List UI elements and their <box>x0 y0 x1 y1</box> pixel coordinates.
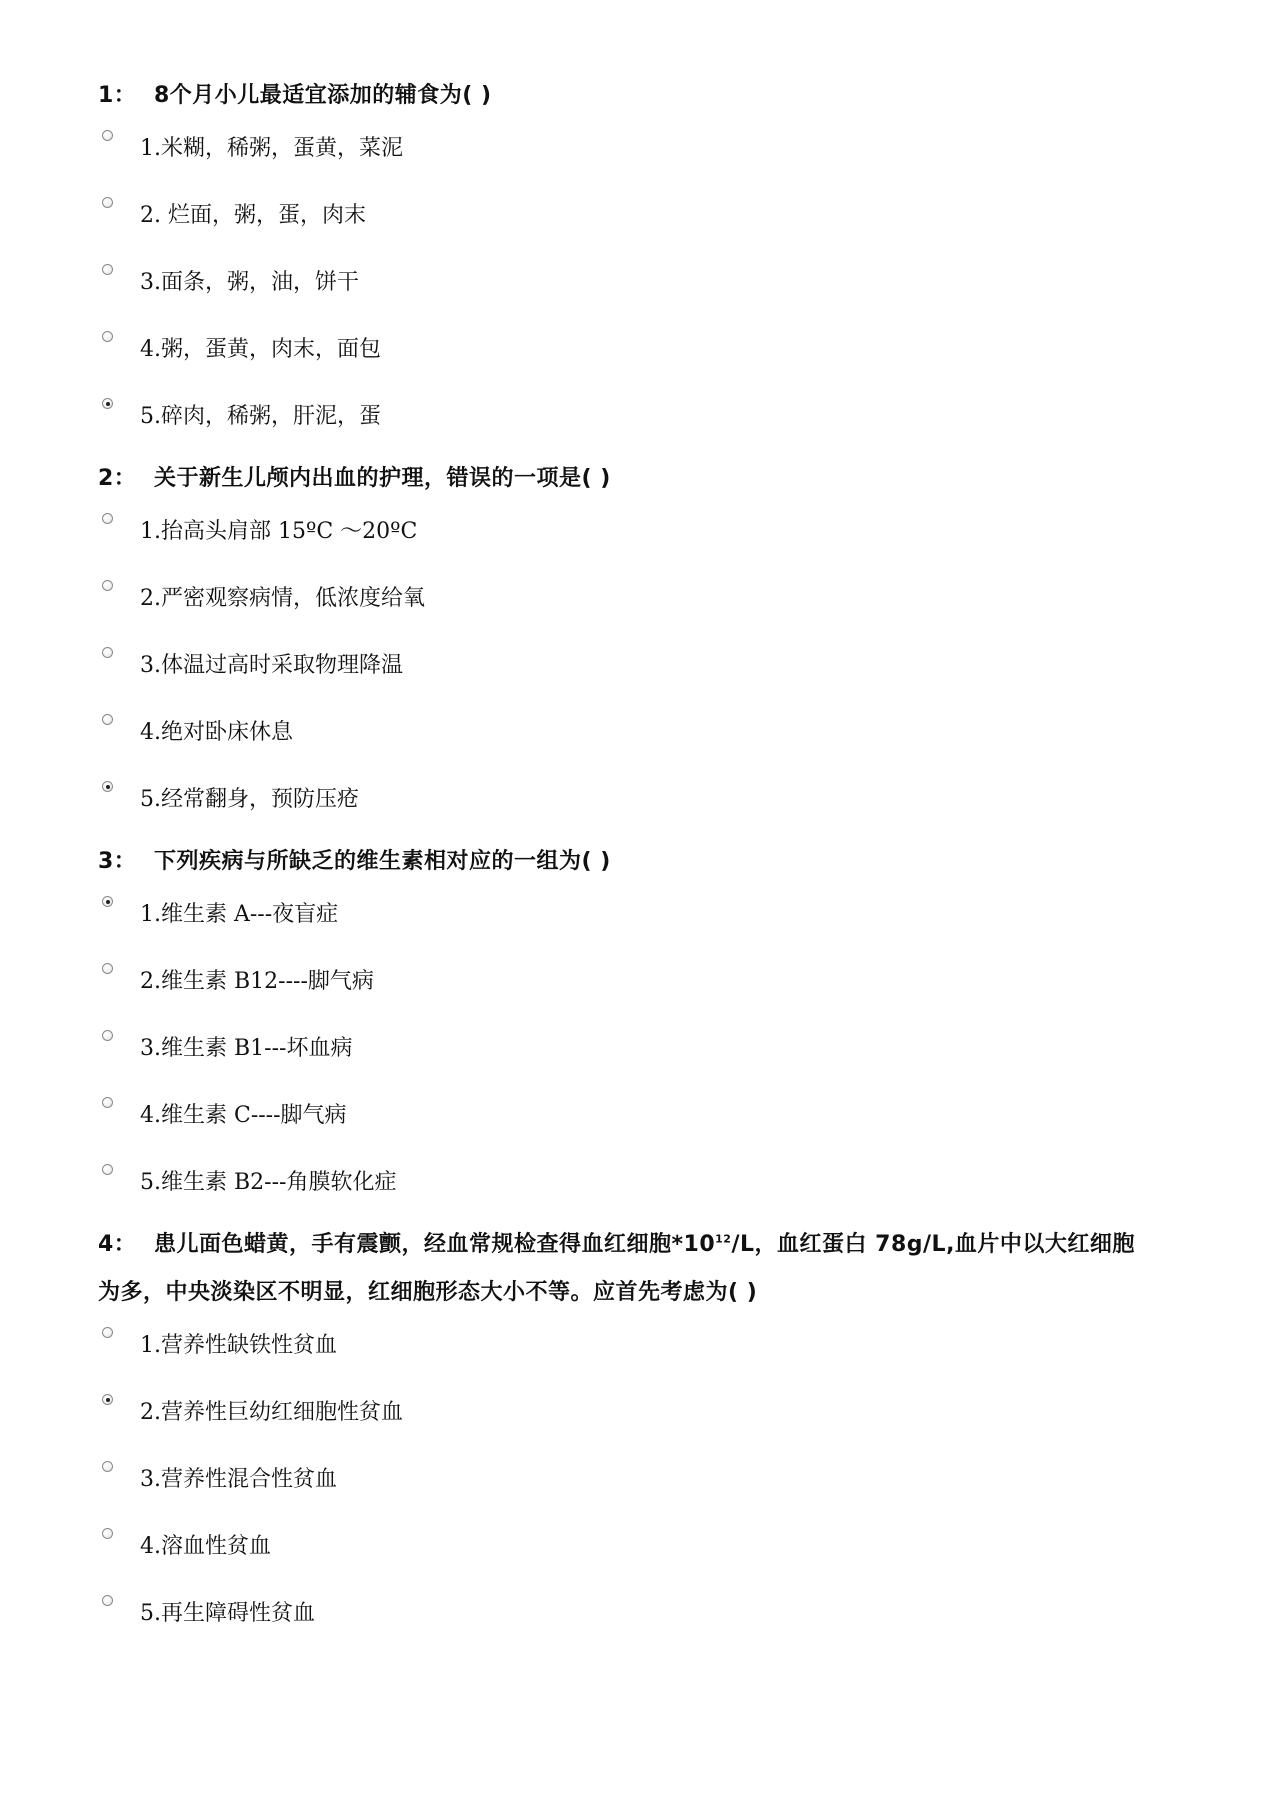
radio-button[interactable] <box>102 1595 113 1606</box>
question-text: 患儿面色蜡黄，手有震颤，经血常规检查得血红细胞*10 <box>154 1232 716 1257</box>
radio-button[interactable] <box>102 197 113 208</box>
option-item[interactable] <box>98 1451 1238 1518</box>
radio-button[interactable] <box>102 1164 113 1175</box>
radio-button[interactable] <box>102 714 113 725</box>
radio-button[interactable] <box>102 1461 113 1472</box>
option-label: 2.严密观察病情，低浓度给氧 <box>140 586 425 611</box>
option-label: 5.再生障碍性贫血 <box>140 1601 315 1626</box>
option-label: 5.维生素 B2---角膜软化症 <box>140 1170 397 1195</box>
option-label: 4.溶血性贫血 <box>140 1534 271 1559</box>
radio-button[interactable] <box>102 647 113 658</box>
option-label: 3.面条，粥，油，饼干 <box>140 270 359 295</box>
question-number: 3： <box>98 849 137 874</box>
option-item[interactable] <box>98 1518 1238 1585</box>
radio-button[interactable] <box>102 1097 113 1108</box>
question-2 <box>98 455 1238 838</box>
question-text: 8个月小儿最适宜添加的辅食为( ) <box>154 83 492 108</box>
option-list <box>98 1317 1238 1652</box>
option-item[interactable] <box>98 771 1238 838</box>
question-4-title <box>98 1221 1238 1317</box>
option-label: 4.绝对卧床休息 <box>140 720 293 745</box>
option-label: 1.营养性缺铁性贫血 <box>140 1333 337 1358</box>
option-item[interactable] <box>98 1317 1238 1384</box>
quiz-page <box>98 72 1238 1652</box>
option-label: 3.营养性混合性贫血 <box>140 1467 337 1492</box>
superscript-exponent: 12 <box>715 1232 732 1246</box>
question-3-title <box>98 838 1238 886</box>
radio-button-selected[interactable] <box>102 781 113 792</box>
question-number: 4： <box>98 1232 137 1257</box>
question-1-title <box>98 72 1238 120</box>
option-label: 3.维生素 B1---坏血病 <box>140 1036 353 1061</box>
option-label: 4.维生素 C----脚气病 <box>140 1103 347 1128</box>
radio-button[interactable] <box>102 963 113 974</box>
option-item[interactable] <box>98 388 1238 455</box>
question-2-title <box>98 455 1238 503</box>
option-label: 5.经常翻身，预防压疮 <box>140 787 359 812</box>
option-label: 1.维生素 A---夜盲症 <box>140 902 339 927</box>
radio-button[interactable] <box>102 1030 113 1041</box>
option-item[interactable] <box>98 120 1238 187</box>
radio-button[interactable] <box>102 1528 113 1539</box>
option-item[interactable] <box>98 321 1238 388</box>
question-number: 1： <box>98 83 137 108</box>
question-number: 2： <box>98 466 137 491</box>
option-label: 4.粥，蛋黄，肉末，面包 <box>140 337 381 362</box>
option-item[interactable] <box>98 254 1238 321</box>
option-list <box>98 503 1238 838</box>
radio-button[interactable] <box>102 331 113 342</box>
radio-button-selected[interactable] <box>102 1394 113 1405</box>
radio-button-selected[interactable] <box>102 398 113 409</box>
option-list <box>98 120 1238 455</box>
option-item[interactable] <box>98 1384 1238 1451</box>
option-item[interactable] <box>98 953 1238 1020</box>
question-1 <box>98 72 1238 455</box>
question-text-continued: /L，血红蛋白 78g/L,血片中以大红细胞 <box>731 1232 1135 1257</box>
option-item[interactable] <box>98 570 1238 637</box>
option-label: 5.碎肉，稀粥，肝泥，蛋 <box>140 404 381 429</box>
option-item[interactable] <box>98 704 1238 771</box>
radio-button[interactable] <box>102 580 113 591</box>
option-label: 1.抬高头肩部 15ºC ～20ºC <box>140 519 418 544</box>
option-item[interactable] <box>98 1585 1238 1652</box>
question-3 <box>98 838 1238 1221</box>
option-item[interactable] <box>98 1154 1238 1221</box>
radio-button[interactable] <box>102 1327 113 1338</box>
option-item[interactable] <box>98 1020 1238 1087</box>
question-text: 下列疾病与所缺乏的维生素相对应的一组为( ) <box>154 849 611 874</box>
option-item[interactable] <box>98 187 1238 254</box>
question-text: 关于新生儿颅内出血的护理，错误的一项是( ) <box>154 466 611 491</box>
question-4 <box>98 1221 1238 1652</box>
radio-button[interactable] <box>102 264 113 275</box>
option-label: 1.米糊，稀粥，蛋黄，菜泥 <box>140 136 403 161</box>
option-label: 2.维生素 B12----脚气病 <box>140 969 374 994</box>
option-list <box>98 886 1238 1221</box>
question-text-line2: 为多，中央淡染区不明显，红细胞形态大小不等。应首先考虑为( ) <box>98 1280 758 1305</box>
option-item[interactable] <box>98 503 1238 570</box>
radio-button[interactable] <box>102 130 113 141</box>
radio-button-selected[interactable] <box>102 896 113 907</box>
option-label: 2. 烂面，粥，蛋，肉末 <box>140 203 366 228</box>
radio-button[interactable] <box>102 513 113 524</box>
option-label: 3.体温过高时采取物理降温 <box>140 653 403 678</box>
option-item[interactable] <box>98 1087 1238 1154</box>
option-item[interactable] <box>98 886 1238 953</box>
option-item[interactable] <box>98 637 1238 704</box>
option-label: 2.营养性巨幼红细胞性贫血 <box>140 1400 403 1425</box>
